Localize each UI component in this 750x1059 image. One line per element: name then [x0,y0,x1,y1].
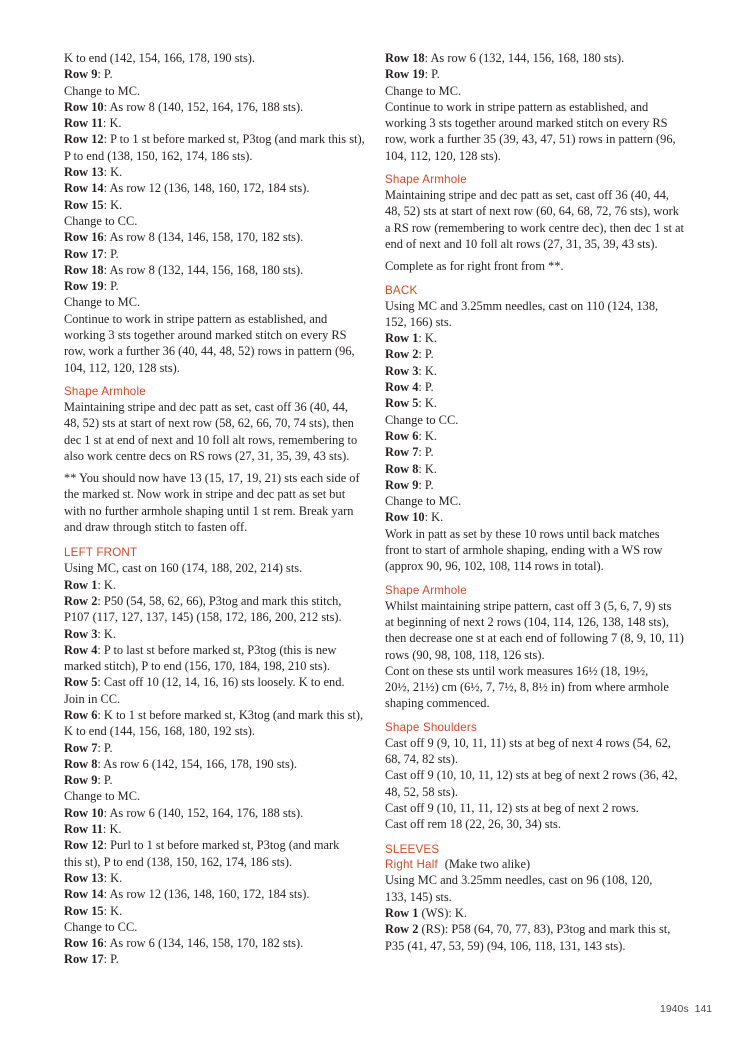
row-label: Row 18 [385,51,425,65]
text-line: Maintaining stripe and dec patt as set, cast off 36 (40, 44, [385,188,669,203]
row-text: : As row 8 (134, 146, 158, 170, 182 sts). [103,230,304,245]
row-text: Change to MC. [64,295,141,310]
row-text: Work in patt as set by these 10 rows until back matches [385,526,660,541]
row-text: Continue to work in stripe pattern as established, and [385,99,649,114]
row-label: Row 10 [385,510,425,525]
text-line [385,889,710,905]
row-label: Row 5 [385,396,419,411]
text-line: dec 1 st at end of next and 10 foll alt rows, remembering to [64,432,358,447]
row-label: Row 14 [64,181,104,196]
text-line [64,593,389,609]
row-text: : K. [103,903,123,918]
row-label: Row 13 [64,165,104,180]
row-label: Row 16 [64,230,104,245]
text-line [385,314,710,330]
row-text: Continue to work in stripe pattern as established, and [64,311,328,326]
right-column [385,50,710,954]
text-line: 48, 52) sts at start of next row (60, 64, 68, 72, 76 sts), work [385,204,679,219]
text-line [385,493,710,509]
text-line [385,131,710,147]
row-label: Row 17 [64,952,104,967]
text-line [64,903,389,919]
row-label: Row 11 [64,822,103,837]
row-text: : P to last st before marked st, P3tog (this is new [97,642,337,657]
row-text: : K. [97,626,116,641]
text-line [64,148,389,164]
text-line [64,919,389,935]
right-intro-block [385,50,710,164]
text-line [64,213,389,229]
text-line [64,131,389,147]
text-line [385,298,710,314]
text-line: Whilst maintaining stripe pattern, cast off 3 (5, 6, 7, 9) sts [385,598,672,613]
text-line [64,691,389,707]
row-label: Row 9 [64,773,98,788]
left-front-instructions [64,560,389,967]
text-line [64,278,389,294]
row-label: Row 17 [64,246,104,261]
row-text: 104, 112, 120, 128 sts). [385,148,501,163]
text-line [385,50,710,66]
row-text: : P50 (54, 58, 62, 66), P3tog and mark this stitch, [97,593,342,608]
row-label: Row 9 [64,67,98,82]
left-intro-block [64,50,389,376]
row-text: P35 (41, 47, 53, 59) (94, 106, 118, 131, 143 sts). [385,938,626,953]
text-line: the marked st. Now work in stripe and dec patt as set but [64,487,346,502]
right-half-note: (Make two alike) [444,857,531,872]
row-label: Row 2 [64,593,98,608]
text-line [64,577,389,593]
text-line [64,180,389,196]
row-text: : P. [418,445,434,460]
text-line [64,870,389,886]
text-line [385,444,710,460]
sleeves-heading: SLEEVES [385,843,440,857]
row-text: : K. [418,396,437,411]
row-label: Row 1 [64,577,98,592]
text-line: Cast off 9 (10, 10, 11, 12) sts at beg of next 2 rows (36, 42, [385,768,678,783]
text-line [64,164,389,180]
row-label: Row 10 [64,805,104,820]
row-text: : K. [424,510,444,525]
text-line: shaping commenced. [385,696,490,711]
text-line [64,294,389,310]
row-text: row, work a further 36 (40, 44, 48, 52) rows in pattern (96, [64,344,355,359]
row-label: Row 7 [385,445,419,460]
row-text: Change to CC. [64,919,138,934]
text-line [64,821,389,837]
left-column [64,50,389,968]
back-heading: BACK [385,283,418,297]
text-line [64,788,389,804]
row-text: : P. [97,773,113,788]
footer-section-label: 1940s [660,1003,689,1015]
text-line [64,99,389,115]
back-instructions [385,298,710,575]
text-line: 48, 52) sts at start of next row (58, 62, 66, 70, 74 sts), then [64,416,354,431]
left-front-heading: LEFT FRONT [64,546,138,560]
text-line [385,938,710,954]
row-text: : K. [418,363,437,378]
text-line [64,854,389,870]
text-line [385,542,710,558]
row-text: : P. [418,477,434,492]
row-label: Row 5 [64,675,98,690]
row-label: Row 3 [64,626,98,641]
row-text: 152, 166) sts. [385,314,452,329]
text-line: at beginning of next 2 rows (104, 114, 126, 138, 148 sts), [385,614,669,629]
row-text: working 3 sts together around marked stitch on every RS [64,328,347,343]
row-text: : P. [424,67,440,82]
row-label: Row 9 [385,477,419,492]
row-label: Row 1 [385,331,419,346]
row-label: Row 6 [64,707,98,722]
row-text: Join in CC. [64,691,121,706]
text-line [64,229,389,245]
right-half-title: Right Half [385,858,438,872]
text-line [64,83,389,99]
row-text: this st), P to end (138, 150, 162, 174, 186 sts). [64,854,293,869]
row-text: : K. [418,331,437,346]
text-line: a RS row (remembering to work centre dec), then dec 1 st at [385,220,684,235]
row-label: Row 12 [64,132,104,147]
row-text: 104, 112, 120, 128 sts). [64,360,180,375]
row-text: marked stitch), P to end (156, 170, 184, 198, 210 sts). [64,659,330,674]
text-line [385,115,710,131]
text-line [64,262,389,278]
row-label: Row 15 [64,903,104,918]
row-text: P107 (117, 127, 137, 145) (158, 172, 186, 200, 212 sts). [64,610,342,625]
text-line [64,707,389,723]
text-line [64,246,389,262]
row-label: Row 10 [64,99,104,114]
text-line: end of next and 10 foll alt rows (27, 31, 35, 39, 43 sts). [385,236,658,251]
text-line [385,330,710,346]
text-line [64,805,389,821]
row-label: Row 14 [64,887,104,902]
text-line [385,379,710,395]
row-text: : Purl to 1 st before marked st, P3tog (and mark [103,838,340,853]
text-line [385,921,710,937]
shape-shoulders-heading: Shape Shoulders [385,720,477,734]
text-line: rows (90, 98, 108, 118, 126 sts). [385,647,545,662]
shape-shoulders-text [385,735,710,833]
row-label: Row 11 [64,116,103,131]
row-text: : K. [418,428,437,443]
row-text: : K. [103,870,123,885]
text-line [385,509,710,525]
page-number: 141 [694,1003,713,1015]
text-line [64,740,389,756]
row-text: : As row 8 (140, 152, 164, 176, 188 sts). [103,99,304,114]
row-text: : K. [103,197,123,212]
text-line [64,772,389,788]
text-line [385,905,710,921]
row-text: Change to MC. [385,494,462,509]
row-label: Row 19 [64,279,104,294]
text-line: Cast off rem 18 (22, 26, 30, 34) sts. [385,817,561,832]
row-text: : As row 12 (136, 148, 160, 172, 184 sts). [103,887,310,902]
row-label: Row 2 [385,922,419,937]
text-line [385,428,710,444]
row-label: Row 13 [64,870,104,885]
row-text: working 3 sts together around marked stitch on every RS [385,116,668,131]
back-shape-armhole-text [385,598,710,712]
text-line: and draw through stitch to fasten off. [64,520,248,535]
row-label: Row 18 [64,262,104,277]
text-line [64,609,389,625]
row-text: : As row 6 (132, 144, 156, 168, 180 sts). [424,51,625,65]
row-label: Row 6 [385,428,419,443]
text-line [385,83,710,99]
row-label: Row 4 [385,380,419,395]
text-line: 48, 52, 58 sts). [385,784,458,799]
text-line [64,756,389,772]
text-line [64,343,389,359]
row-text: : K. [418,461,437,476]
row-text: K to end (144, 156, 168, 180, 192 sts). [64,724,256,739]
text-line: Cont on these sts until work measures 16½ (18, 19½, [385,663,649,678]
row-text: front to start of armhole shaping, ending with a WS row [385,543,663,558]
text-line [64,674,389,690]
row-text: : P. [103,246,119,261]
text-line [64,951,389,967]
row-text: : P. [418,347,434,362]
row-label: Row 12 [64,838,104,853]
row-text: : As row 6 (142, 154, 166, 178, 190 sts). [97,756,298,771]
text-line [385,99,710,115]
row-text: : K. [102,116,122,131]
row-label: Row 1 [385,906,419,921]
row-label: Row 8 [64,756,98,771]
sleeve-instructions [385,872,710,953]
text-line [64,723,389,739]
text-line [385,148,710,164]
text-line: also work centre decs on RS rows (27, 31, 35, 39, 43 sts). [64,448,350,463]
row-text: Using MC, cast on 160 (174, 188, 202, 214) sts. [64,561,303,576]
text-line [385,461,710,477]
complete-as-right-front-note: Complete as for right front from **. [385,259,564,274]
row-text: Change to MC. [64,789,141,804]
row-text: : P. [103,279,119,294]
text-line [385,872,710,888]
left-shape-armhole-text [64,399,389,464]
row-label: Row 4 [64,642,98,657]
text-line [64,658,389,674]
row-text: : K. [103,165,123,180]
back-shape-armhole-heading: Shape Armhole [385,583,467,597]
row-label: Row 8 [385,461,419,476]
row-text: 133, 145) sts. [385,889,452,904]
row-text: : K. [102,822,122,837]
text-line [64,66,389,82]
row-label: Row 19 [385,67,425,82]
text-line [64,197,389,213]
text-line [385,477,710,493]
row-text: Change to MC. [385,83,462,98]
row-text: : Cast off 10 (12, 14, 16, 16) sts loosely. K to end. [97,675,345,690]
row-text: Using MC and 3.25mm needles, cast on 96 (108, 120, [385,873,653,888]
text-line [64,837,389,853]
text-line: with no further armhole shaping until 1 st rem. Break yarn [64,503,354,518]
text-line: Maintaining stripe and dec patt as set, cast off 36 (40, 44, [64,399,348,414]
row-text: Change to CC. [64,213,138,228]
text-line: ** You should now have 13 (15, 17, 19, 21) sts each side of [64,471,360,486]
text-line [64,327,389,343]
text-line [385,66,710,82]
row-label: Row 3 [385,363,419,378]
text-line [385,558,710,574]
text-line: 20½, 21½) cm (6½, 7, 7½, 8, 8½ in) from where armhole [385,680,669,695]
text-line [64,50,389,66]
text-line [64,886,389,902]
row-text: Change to CC. [385,412,459,427]
text-line [64,360,389,376]
row-label: Row 7 [64,740,98,755]
remaining-stitches-note [64,470,389,535]
text-line [64,935,389,951]
left-shape-armhole-heading: Shape Armhole [64,384,146,398]
text-line: then decrease one st at each end of following 7 (8, 9, 10, 11) [385,631,684,646]
text-line: Cast off 9 (10, 11, 11, 12) sts at beg of next 2 rows. [385,800,639,815]
row-text: : As row 6 (134, 146, 158, 170, 182 sts). [103,936,304,951]
row-text: Using MC and 3.25mm needles, cast on 110 (124, 138, [385,298,659,313]
row-text: row, work a further 35 (39, 43, 47, 51) rows in pattern (96, [385,132,676,147]
row-text: : K. [97,577,116,592]
row-text: (approx 90, 96, 102, 108, 114 rows in total). [385,559,604,574]
row-text: (WS): K. [418,906,467,921]
right-shape-armhole-heading: Shape Armhole [385,173,467,187]
row-text: : As row 6 (140, 152, 164, 176, 188 sts). [103,805,304,820]
row-text: K to end (142, 154, 166, 178, 190 sts). [64,51,256,65]
text-line [385,412,710,428]
row-text: : As row 8 (132, 144, 156, 168, 180 sts). [103,262,304,277]
page-footer [660,1003,718,1015]
row-text: : P. [418,380,434,395]
row-text: : P. [97,740,113,755]
text-line: Cast off 9 (9, 10, 11, 11) sts at beg of next 4 rows (54, 62, [385,735,671,750]
text-line [64,311,389,327]
row-label: Row 2 [385,347,419,362]
row-text: (RS): P58 (64, 70, 77, 83), P3tog and mark this st, [418,922,671,937]
row-text: Change to MC. [64,83,141,98]
text-line [64,560,389,576]
row-text: : P to 1 st before marked st, P3tog (and mark this st), [103,132,365,147]
row-text: : P. [103,952,119,967]
text-line [385,526,710,542]
text-line [64,115,389,131]
text-line [385,395,710,411]
text-line [385,363,710,379]
row-text: : K to 1 st before marked st, K3tog (and mark this st), [97,707,364,722]
text-line [64,626,389,642]
row-label: Row 16 [64,936,104,951]
row-text: : As row 12 (136, 148, 160, 172, 184 sts). [103,181,310,196]
row-label: Row 15 [64,197,104,212]
text-line [385,346,710,362]
text-line: 68, 74, 82 sts). [385,751,458,766]
right-half-heading [385,857,710,872]
right-shape-armhole-text [385,187,710,252]
text-line [64,642,389,658]
row-text: : P. [97,67,113,82]
row-text: P to end (138, 150, 162, 174, 186 sts). [64,148,253,163]
